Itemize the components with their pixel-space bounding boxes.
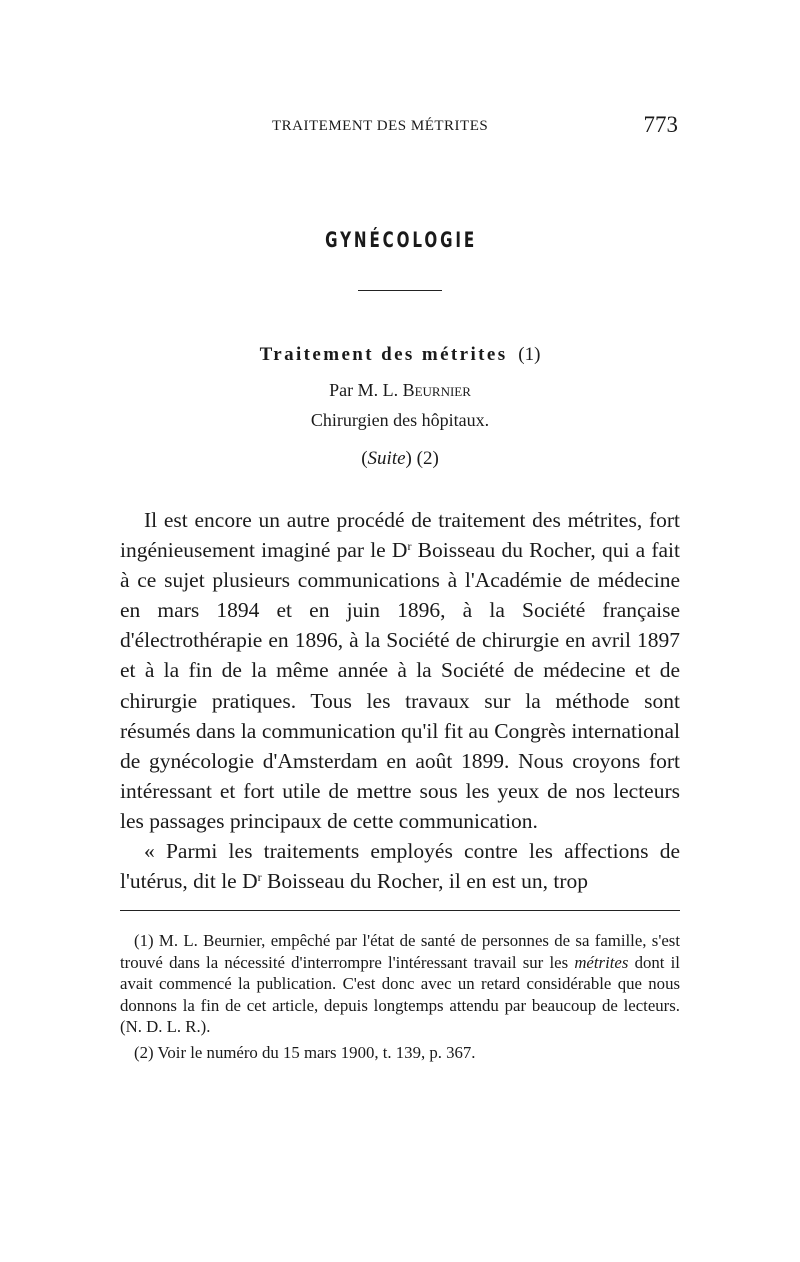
continuation-note: (Suite) (2)	[361, 448, 439, 469]
superscript: r	[407, 539, 412, 554]
footnote-1	[120, 930, 680, 1038]
footnote-2: (2) Voir le numéro du 15 mars 1900, t. 139, p. 367.	[134, 1042, 476, 1062]
page-number: 773	[643, 112, 678, 137]
body-text: Boisseau du Rocher, il en est un, trop	[261, 869, 589, 894]
suite-label: Suite	[367, 448, 406, 469]
article-title-text: Traitement des métrites	[259, 344, 508, 365]
title-divider	[358, 290, 442, 291]
footnote-divider	[120, 910, 680, 911]
author-affiliation: Chirurgien des hôpitaux.	[310, 410, 490, 430]
body-paragraph	[120, 836, 680, 896]
body-paragraph	[120, 505, 680, 836]
byline	[0, 380, 800, 401]
byline-author: Beurnier	[402, 380, 471, 400]
byline-prefix: Par M. L.	[329, 380, 399, 400]
body-text: « Parmi les traitements employés contre les affections de l'utérus, dit le D	[120, 839, 680, 894]
footnote-text: dont il avait commencé la publication. C'est donc avec un retard considérable que nous donnons la fin de cet article, depuis longtemps attendu par beaucoup de lecteurs. (N. D. L. R.).	[120, 952, 680, 1037]
footnote-text: (1) M. L. Beurnier, empêché par l'état de santé de personnes de sa famille, s'est trouvé dans la nécessité d'interrompre l'intéressant travail sur les	[120, 931, 680, 972]
suite-footnote-ref: (2)	[416, 448, 439, 469]
running-title: TRAITEMENT DES MÉTRITES	[272, 118, 489, 134]
article-title	[0, 344, 800, 366]
superscript: r	[257, 870, 262, 885]
footnotes	[120, 930, 680, 1068]
footnote-italic: métrites	[574, 952, 629, 972]
article-body	[120, 505, 680, 896]
body-text: Boisseau du Rocher, qui a fait à ce sujet plusieurs communications à l'Académie de médecine en mars 1894 et en juin 1896, à la Société française d'électrothérapie en 1896, à la Société de chirurgie en avril 1897 et à la fin de la même année à la Société de médecine et de chirurgie pratiques. Tous les travaux sur la méthode sont résumés dans la communication qu'il fit au Congrès international de gynécologie d'Amsterdam en août 1899. Nous croyons fort intéressant et fort utile de mettre sous les yeux de nos lecteurs les passages principaux de cette communication.	[120, 538, 680, 833]
section-title: GYNÉCOLOGIE	[325, 228, 478, 252]
running-head	[120, 114, 680, 144]
body-text: Il est encore un autre procédé de traitement des métrites, fort ingénieusement imaginé par le D	[120, 508, 680, 563]
article-title-footnote-ref: (1)	[518, 344, 541, 365]
